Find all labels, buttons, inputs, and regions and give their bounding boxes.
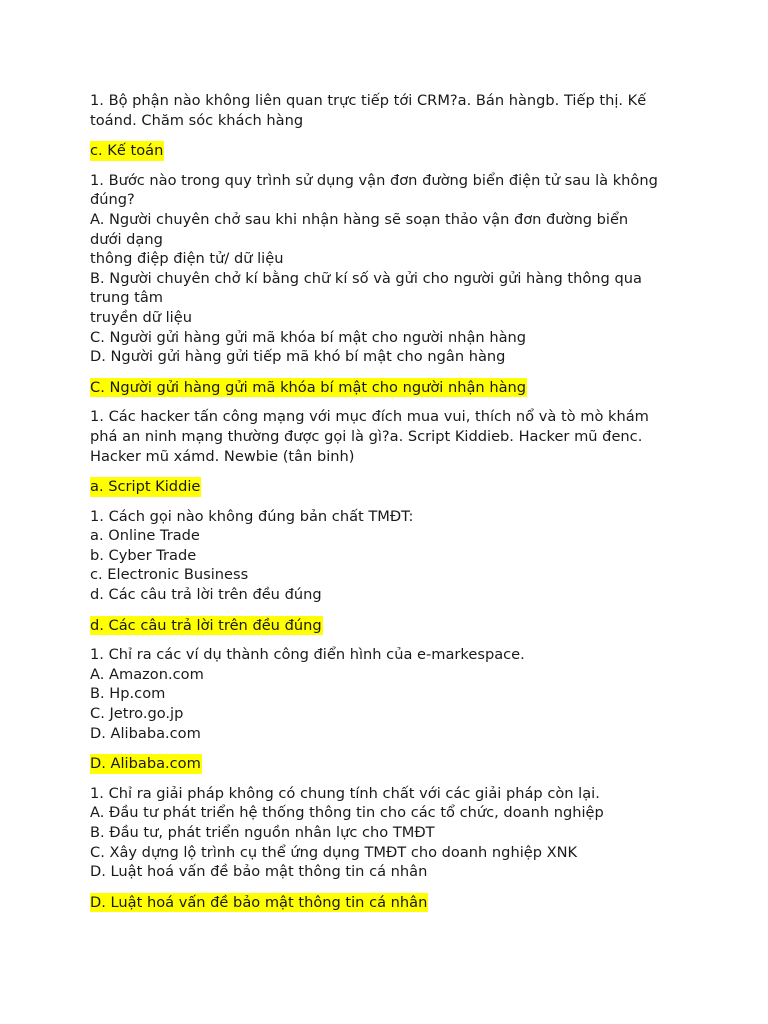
option-text: a. Online Trade [90,527,200,545]
option-text: b. Cyber Trade [90,546,197,564]
question-text: 1. Các hacker tấn công mạng với mục đích mua vui, thích nổ và tò mò khám [90,408,649,426]
option-text: c. Electronic Business [90,566,249,584]
question-block [90,407,690,466]
document-body [90,91,690,912]
option-text: C. Người gửi hàng gửi mã khóa bí mật cho người nhận hàng [90,328,527,346]
highlighted-answer: D. Luật hoá vấn đề bảo mật thông tin cá nhân [90,893,428,911]
option-text: C. Xây dựng lộ trình cụ thể ứng dụng TMĐT cho doanh nghiệp XNK [90,843,578,861]
question-block [90,171,690,367]
option-text: dưới dạng [90,230,163,248]
option-text: B. Người chuyên chở kí bằng chữ kí số và gửi cho người gửi hàng thông qua [90,269,642,287]
option-text: D. Luật hoá vấn đề bảo mật thông tin cá nhân [90,863,428,881]
highlighted-answer: d. Các câu trả lời trên đều đúng [90,616,322,634]
question-text: 1. Cách gọi nào không đúng bản chất TMĐT: [90,507,414,525]
highlighted-answer: D. Alibaba.com [90,755,201,773]
option-text: B. Đầu tư, phát triển nguồn nhân lực cho TMĐT [90,824,435,841]
question-block [90,784,690,882]
option-text: truyền dữ liệu [90,308,192,326]
option-text: A. Đầu tư phát triển hệ thống thông tin cho các tổ chức, doanh nghiệp [90,804,604,822]
question-text: 1. Bước nào trong quy trình sử dụng vận đơn đường biển điện tử sau là không [90,171,658,189]
option-text: B. Hp.com [90,685,166,703]
option-text: A. Amazon.com [90,665,204,683]
answer-block [90,377,690,398]
question-text: đúng? [90,191,135,209]
highlighted-answer: a. Script Kiddie [90,478,201,496]
highlighted-answer: C. Người gửi hàng gửi mã khóa bí mật cho người nhận hàng [90,378,527,396]
option-text: d. Các câu trả lời trên đều đúng [90,586,322,604]
question-text: phá an ninh mạng thường được gọi là gì?a. Script Kiddieb. Hacker mũ đenc. [90,427,643,445]
option-text: thông điệp điện tử/ dữ liệu [90,250,284,268]
answer-block [90,140,690,161]
question-text: 1. Chỉ ra giải pháp không có chung tính chất với các giải pháp còn lại. [90,784,600,802]
option-text: trung tâm [90,289,164,307]
question-text: toánd. Chăm sóc khách hàng [90,111,304,129]
question-block [90,645,690,743]
answer-block [90,753,690,774]
question-block [90,91,690,130]
option-text: D. Người gửi hàng gửi tiếp mã khó bí mật cho ngân hàng [90,348,506,366]
answer-block [90,892,690,913]
question-block [90,507,690,605]
highlighted-answer: c. Kế toán [90,142,164,160]
answer-block [90,476,690,497]
option-text: D. Alibaba.com [90,724,201,742]
question-text: Hacker mũ xámd. Newbie (tân binh) [90,447,355,465]
option-text: A. Người chuyên chở sau khi nhận hàng sẽ soạn thảo vận đơn đường biển [90,210,629,228]
answer-block [90,615,690,636]
question-text: 1. Bộ phận nào không liên quan trực tiếp tới CRM?a. Bán hàngb. Tiếp thị. Kế [90,92,647,109]
option-text: C. Jetro.go.jp [90,705,184,723]
question-text: 1. Chỉ ra các ví dụ thành công điển hình của e-markespace. [90,646,525,664]
